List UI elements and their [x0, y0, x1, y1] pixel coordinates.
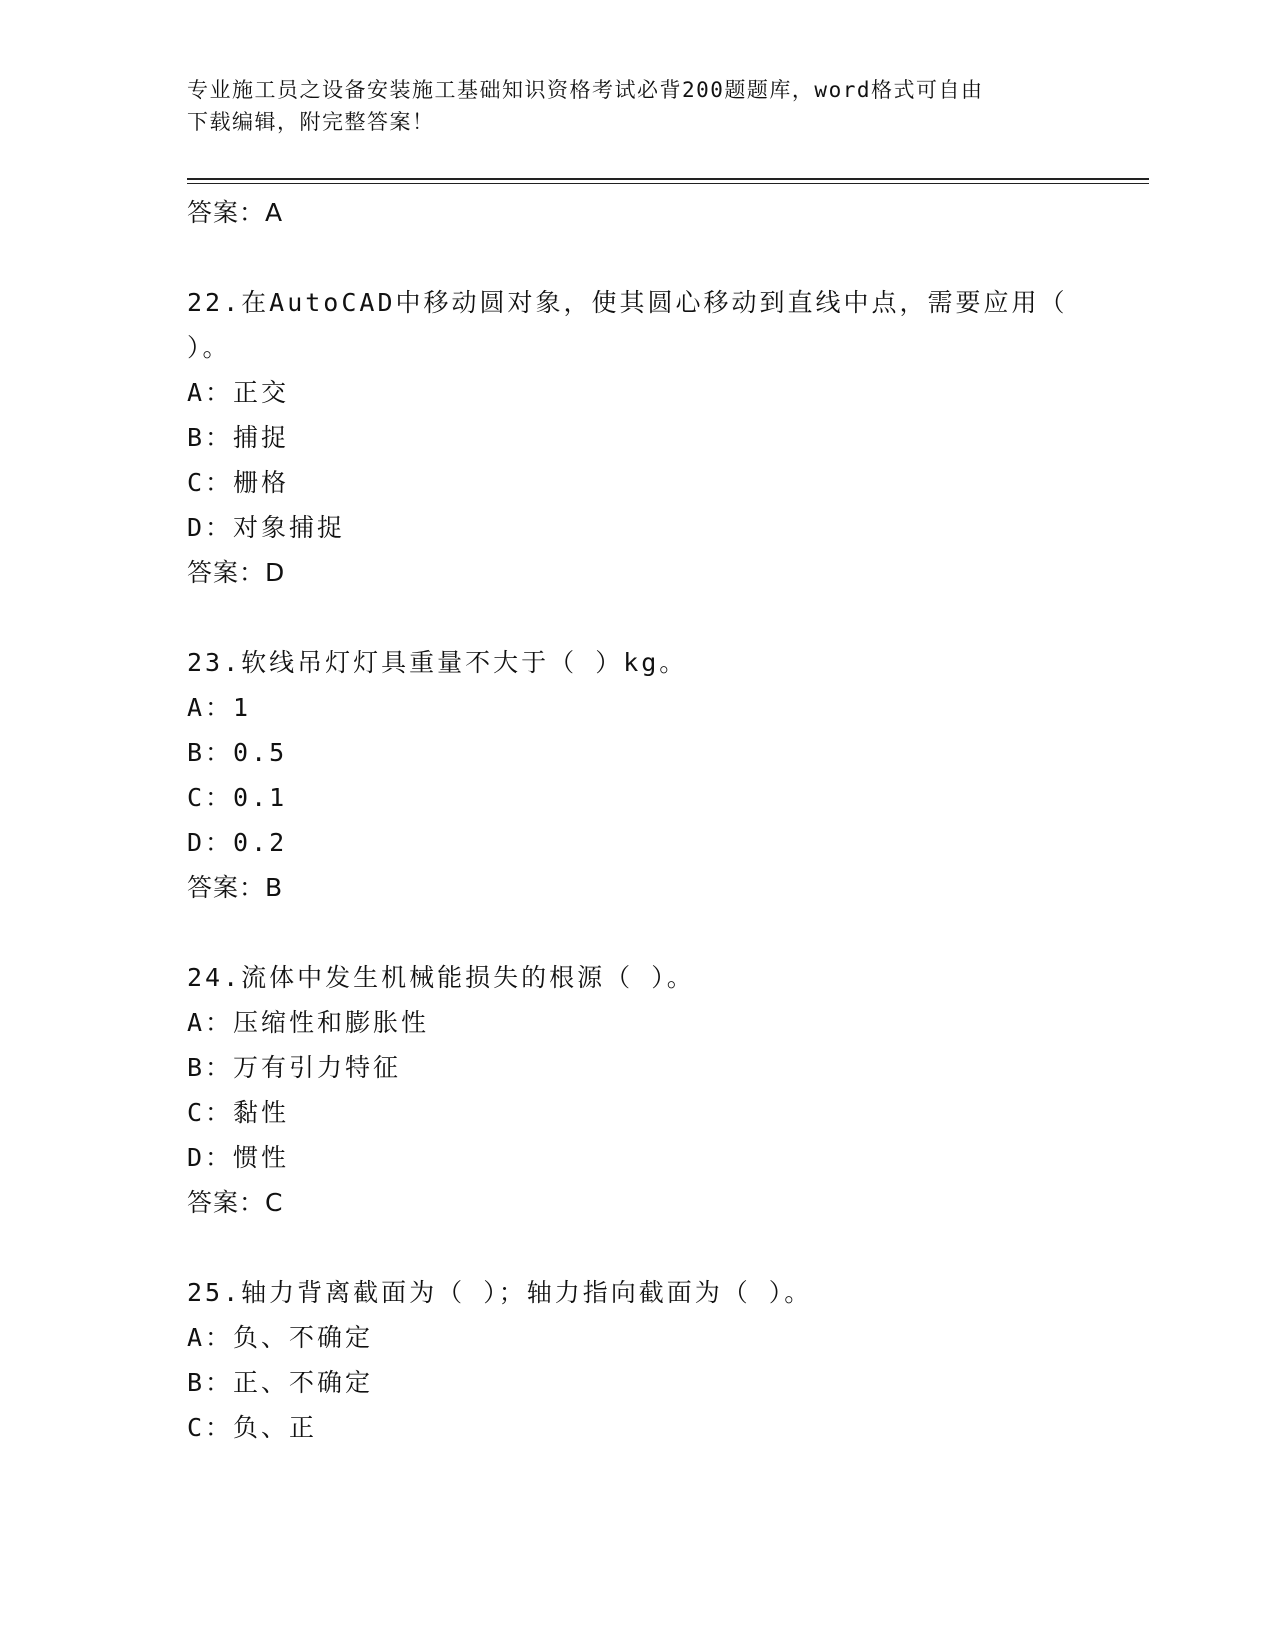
question-23 [187, 640, 1087, 910]
option-a: A：正交 [187, 378, 290, 407]
option-b: B：正、不确定 [187, 1368, 374, 1397]
option-c: C：黏性 [187, 1098, 290, 1127]
question-text: 23.软线吊灯灯具重量不大于（ ）kg。 [187, 648, 688, 677]
header-divider-thick [187, 178, 1149, 180]
answer: 答案：D [187, 558, 286, 587]
option-d: D：对象捕捉 [187, 513, 346, 542]
header-line-1: 专业施工员之设备安装施工基础知识资格考试必背200题题库，word格式可自由 [187, 78, 984, 102]
option-a: A：负、不确定 [187, 1323, 374, 1352]
question-24 [187, 955, 1087, 1225]
option-d: D：惯性 [187, 1143, 290, 1172]
question-22 [187, 280, 1087, 595]
header-line-2: 下载编辑，附完整答案！ [187, 110, 435, 134]
option-a: A：1 [187, 693, 252, 722]
question-list [187, 190, 1087, 1450]
option-d: D：0.2 [187, 828, 288, 857]
answer: 答案：C [187, 1188, 284, 1217]
question-25 [187, 1270, 1087, 1450]
option-b: B：0.5 [187, 738, 288, 767]
question-text: 22.在AutoCAD中移动圆对象，使其圆心移动到直线中点，需要应用（ [187, 288, 1068, 317]
question-text-continued: ）。 [187, 333, 231, 362]
header-divider-thin [187, 183, 1149, 184]
option-c: C：负、正 [187, 1413, 318, 1442]
option-b: B：捕捉 [187, 423, 290, 452]
option-c: C：栅格 [187, 468, 290, 497]
question-text: 25.轴力背离截面为（ ）；轴力指向截面为（ ）。 [187, 1278, 813, 1307]
option-b: B：万有引力特征 [187, 1053, 402, 1082]
option-c: C：0.1 [187, 783, 288, 812]
document-header [187, 74, 1067, 138]
question-text: 24.流体中发生机械能损失的根源（ ）。 [187, 963, 695, 992]
option-a: A：压缩性和膨胀性 [187, 1008, 430, 1037]
answer-21: 答案：A [187, 198, 284, 227]
answer: 答案：B [187, 873, 284, 902]
